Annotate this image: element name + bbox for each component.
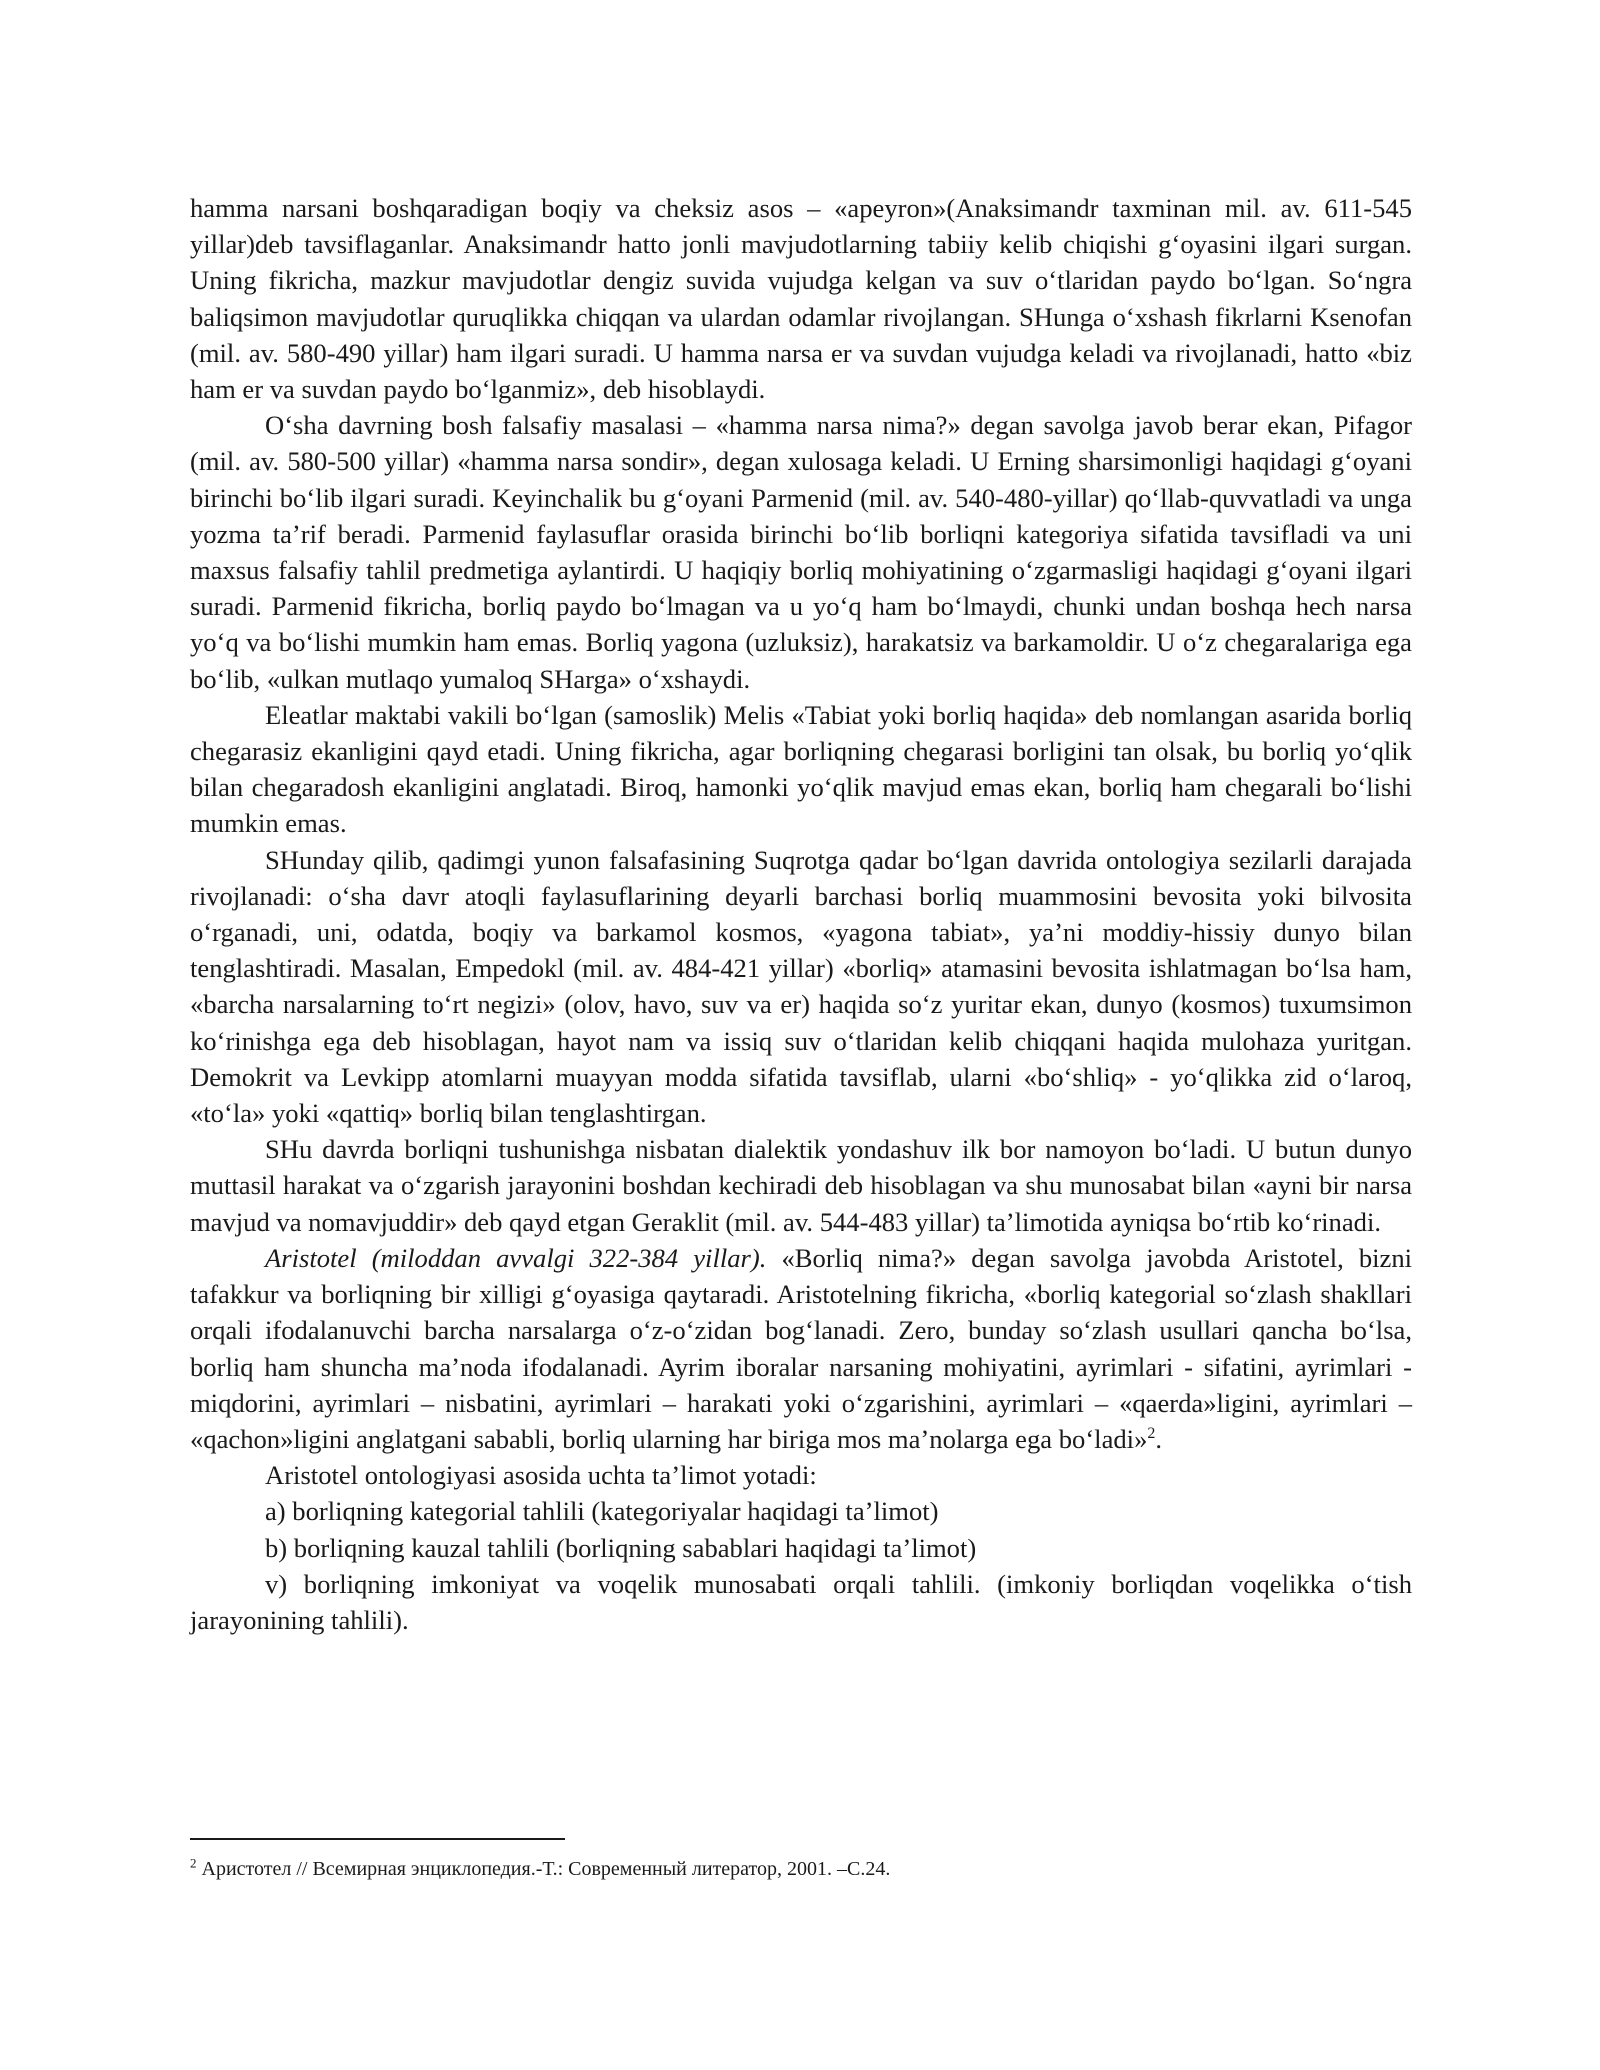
paragraph-1: hamma narsani boshqaradigan boqiy va cheksiz asos – «apeyron»(Anaksimandr taxminan mil. av. 611-545 yillar)deb tavsiflaganlar. Anaksimandr hatto jonli mavjudotlarning tabiiy kelib chiqishi g‘oyasini ilgari surgan. Uning fikricha, mazkur mavjudotlar dengiz suvida vujudga kelgan va suv o‘tlaridan paydo bo‘lgan. So‘ngra baliqsimon mavjudotlar quruqlikka chiqqan va ulardan odamlar rivojlangan. SHunga o‘xshash fikrlarni Ksenofan (mil. av. 580-490 yillar) ham ilgari suradi. U hamma narsa er va suvdan vujudga keladi va rivojlanadi, hatto «biz ham er va suvdan paydo bo‘lganmiz», deb hisoblaydi.: [190, 193, 1412, 405]
aristotel-heading-italic: Aristotel (miloddan avvalgi 322-384 yillar).: [265, 1242, 767, 1273]
paragraph-5: SHu davrda borliqni tushunishga nisbatan dialektik yondashuv ilk bor namoyon bo‘ladi. U butun dunyo muttasil harakat va o‘zgarish jarayonini boshdan kechiradi deb hisoblagan va shu munosabat bilan «ayni bir narsa mavjud va nomavjuddir» deb qayd etgan Geraklit (mil. av. 544-483 yillar) ta’limotida ayniqsa bo‘rtib ko‘rinadi.: [190, 1134, 1412, 1237]
paragraph-6-end: .: [1155, 1423, 1163, 1454]
paragraph-6-text: «Borliq nima?» degan savolga javobda Aristotel, bizni tafakkur va borliqning bir xilligi g‘oyasiga qaytaradi. Aristotelning fikricha, «borliq kategorial so‘zlash shakllari orqali ifodalanuvchi barcha narsalarga o‘z-o‘zidan bog‘lanadi. Zero, bunday so‘zlash usullari qancha bo‘lsa, borliq ham shuncha ma’noda ifodalanadi. Ayrim iboralar narsaning mohiyatini, ayrimlari - sifatini, ayrimlari - miqdorini, ayrimlari – nisbatini, ayrimlari – harakati yoki o‘zgarishini, ayrimlari – «qaerda»ligini, ayrimlari – «qachon»ligini anglatgani sababli, borliq ularning har biriga mos ma’nolarga ega bo‘ladi»: [190, 1242, 1413, 1454]
list-item-v: v) borliqning imkoniyat va voqelik munosabati orqali tahlili. (imkoniy borliqdan voqelikka o‘tish jarayonining tahlili).: [190, 1568, 1412, 1635]
paragraph-3: Eleatlar maktabi vakili bo‘lgan (samoslik) Melis «Tabiat yoki borliq haqida» deb nomlangan asarida borliq chegarasiz ekanligini qayd etadi. Uning fikricha, agar borliqning chegarasi borligini tan olsak, bu borliq yo‘qlik bilan chegaradosh ekanligini anglatadi. Biroq, hamonki yo‘qlik mavjud emas ekan, borliq ham chegarali bo‘lishi mumkin emas.: [190, 699, 1412, 839]
paragraph-4: SHunday qilib, qadimgi yunon falsafasining Suqrotga qadar bo‘lgan davrida ontologiya sezilarli darajada rivojlanadi: o‘sha davr atoqli faylasuflarining deyarli barchasi borliq muammosini bevosita yoki bilvosita o‘rganadi, uni, odatda, boqiy va barkamol kosmos, «yagona tabiat», ya’ni moddiy-hissiy dunyo bilan tenglashtiradi. Masalan, Empedokl (mil. av. 484-421 yillar) «borliq» atamasini bevosita ishlatmagan bo‘lsa ham, «barcha narsalarning to‘rt negizi» (olov, havo, suv va er) haqida so‘z yuritar ekan, dunyo (kosmos) tuxumsimon ko‘rinishga ega deb hisoblagan, hayot nam va issiq suv o‘tlaridan kelib chiqqani haqida mulohaza yuritgan. Demokrit va Levkipp atomlarni muayyan modda sifatida tavsiflab, ularni «bo‘shliq» - yo‘qlikka zid o‘laroq, «to‘la» yoki «qattiq» borliq bilan tenglashtirgan.: [190, 844, 1412, 1129]
footnote-text: Аристотел // Всемирная энциклопедия.-Т.: Современный литератор, 2001. –С.24.: [196, 1858, 891, 1880]
list-item-a: a) borliqning kategorial tahlili (kategoriyalar haqidagi ta’limot): [265, 1496, 939, 1527]
footnote: [190, 1856, 1412, 1882]
paragraph-7: Aristotel ontologiyasi asosida uchta ta’limot yotadi:: [265, 1460, 817, 1491]
document-body: [190, 190, 1412, 1638]
footnote-number: 2: [190, 1855, 197, 1871]
footnote-separator: [190, 1838, 565, 1840]
list-item-b: b) borliqning kauzal tahlili (borliqning sabablari haqidagi ta’limot): [265, 1532, 977, 1563]
paragraph-6: [190, 1240, 1412, 1457]
paragraph-2: O‘sha davrning bosh falsafiy masalasi – «hamma narsa nima?» degan savolga javob berar ekan, Pifagor (mil. av. 580-500 yillar) «hamma narsa sondir», degan xulosaga keladi. U Erning sharsimonligi haqidagi g‘oyani birinchi bo‘lib ilgari suradi. Keyinchalik bu g‘oyani Parmenid (mil. av. 540-480-yillar) qo‘llab-quvvatladi va unga yozma ta’rif beradi. Parmenid faylasuflar orasida birinchi bo‘lib borliqni kategoriya sifatida tavsifladi va uni maxsus falsafiy tahlil predmetiga aylantirdi. U haqiqiy borliq mohiyatining o‘zgarmasligi haqidagi g‘oyani ilgari suradi. Parmenid fikricha, borliq paydo bo‘lmagan va u yo‘q ham bo‘lmaydi, chunki undan boshqa hech narsa yo‘q va bo‘lishi mumkin ham emas. Borliq yagona (uzluksiz), harakatsiz va barkamoldir. U o‘z chegaralariga ega bo‘lib, «ulkan mutlaqo yumaloq SHarga» o‘xshaydi.: [190, 410, 1412, 694]
footnote-reference[interactable]: 2: [1147, 1425, 1156, 1443]
